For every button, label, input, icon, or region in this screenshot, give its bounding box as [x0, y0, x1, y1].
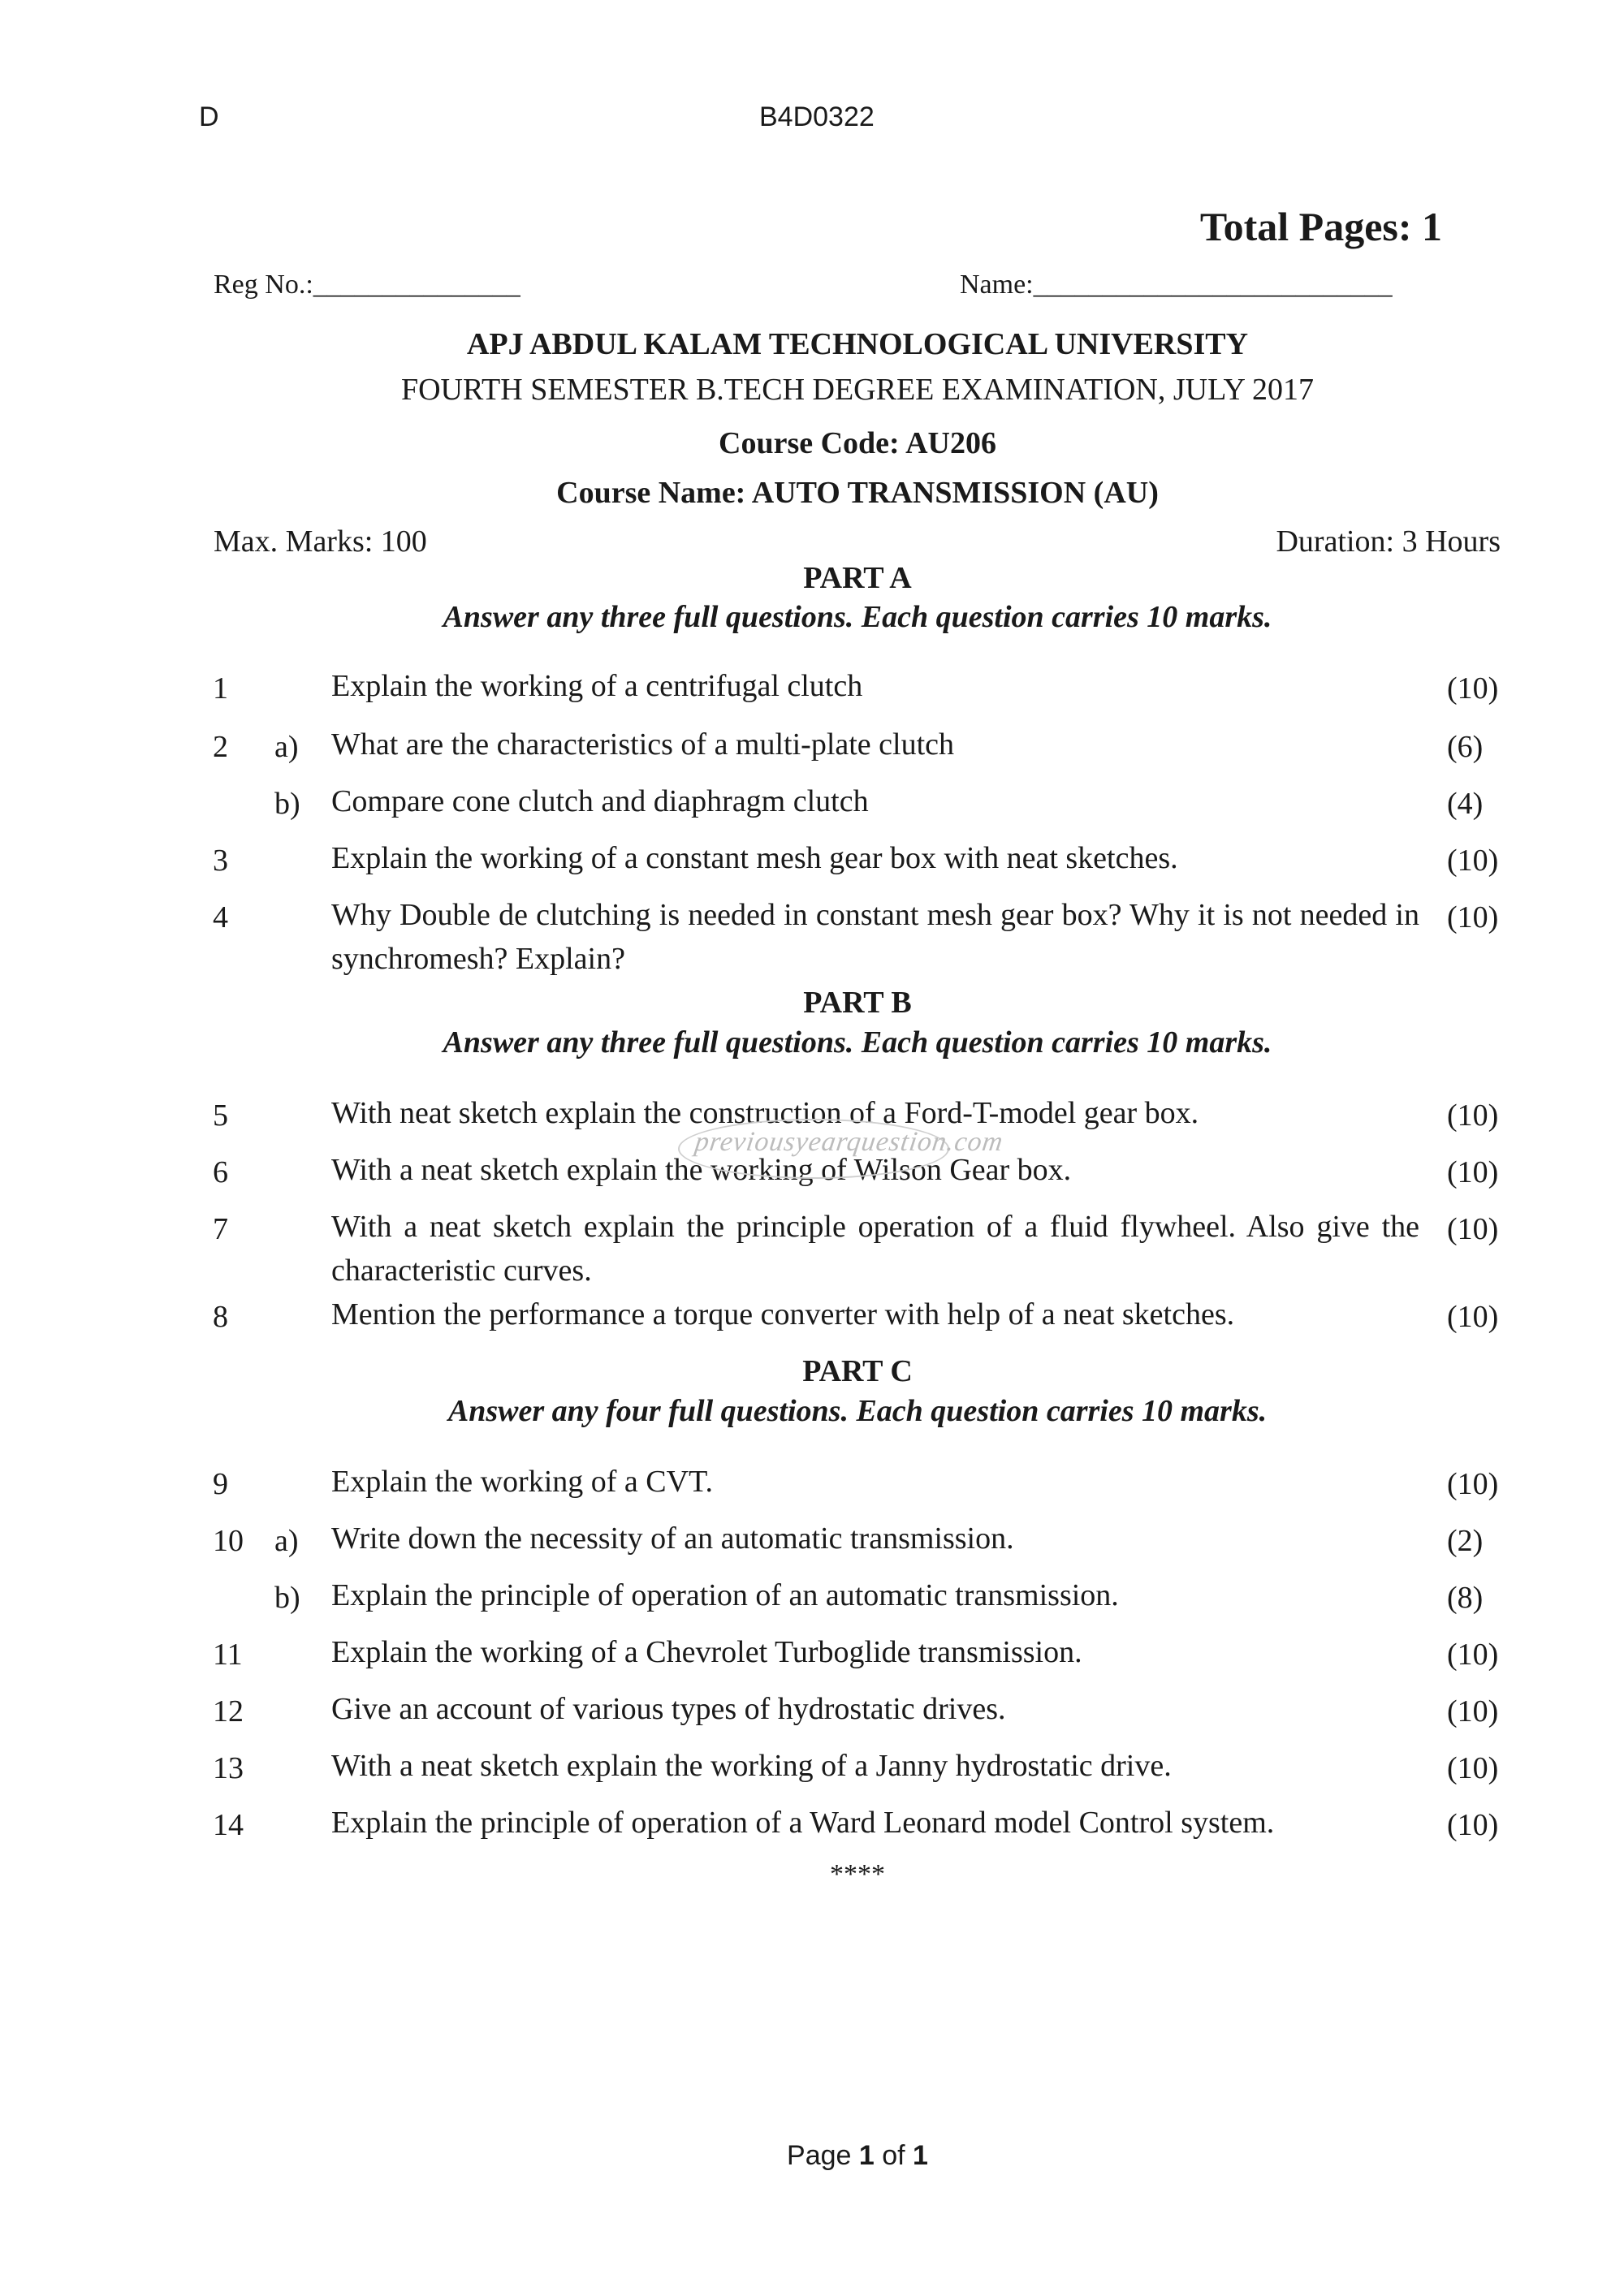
question-subpart: a): [274, 730, 299, 764]
course-code: Course Code: AU206: [719, 426, 996, 460]
reg-no-field: Reg No.:_______________: [214, 270, 520, 300]
question-marks: (10): [1447, 1638, 1499, 1672]
page-of: of: [874, 2140, 914, 2171]
question-number: 1: [213, 671, 228, 706]
question-marks: (4): [1447, 787, 1484, 821]
course-name: Course Name: AUTO TRANSMISSION (AU): [556, 476, 1159, 510]
question-number: 4: [213, 900, 228, 934]
question-marks: (10): [1447, 1155, 1499, 1189]
question-number: 10: [213, 1524, 244, 1558]
total-pages: Total Pages: 1: [1199, 204, 1442, 249]
exam-title: FOURTH SEMESTER B.TECH DEGREE EXAMINATION, JULY 2017: [400, 373, 1315, 407]
question-subpart: a): [274, 1524, 299, 1558]
question-marks: (10): [1447, 1098, 1499, 1133]
question-text: Explain the working of a CVT.: [331, 1465, 713, 1499]
question-marks: (10): [1447, 844, 1499, 878]
page-total: 1: [913, 2140, 928, 2171]
page-footer: [0, 2140, 1624, 2172]
question-number: 8: [213, 1300, 228, 1334]
question-marks: (10): [1447, 1694, 1499, 1728]
question-text: What are the characteristics of a multi-plate clutch: [331, 727, 955, 762]
question-text: With a neat sketch explain the working of a Janny hydrostatic drive.: [331, 1749, 1172, 1783]
question-marks: (10): [1447, 1467, 1499, 1501]
watermark-text: previousyearquestion.com: [693, 1127, 1006, 1157]
name-field: Name:__________________________: [960, 270, 1393, 300]
question-text: Mention the performance a torque converter with help of a neat sketches.: [331, 1297, 1235, 1331]
part-c-title: PART C: [802, 1354, 913, 1388]
question-marks: (10): [1447, 1808, 1499, 1842]
question-number: 12: [213, 1694, 244, 1728]
question-number: 11: [213, 1638, 243, 1672]
question-marks: (10): [1447, 671, 1499, 706]
question-marks: (2): [1447, 1524, 1484, 1558]
question-number: 9: [213, 1467, 228, 1501]
question-number: 5: [213, 1098, 228, 1133]
max-marks: Max. Marks: 100: [214, 524, 427, 559]
question-text: Give an account of various types of hydrostatic drives.: [331, 1692, 1006, 1726]
part-b-title: PART B: [803, 986, 912, 1020]
question-text: With neat sketch explain the construction of a Ford-T-model gear box.: [331, 1096, 1199, 1130]
set-code: D: [199, 101, 219, 132]
question-text: Explain the working of a Chevrolet Turboglide transmission.: [331, 1635, 1082, 1669]
part-c-instruction: Answer any four full questions. Each question carries 10 marks.: [447, 1394, 1268, 1428]
question-text: Why Double de clutching is needed in constant mesh gear box? Why it is not needed in synchromesh? Explain?: [331, 898, 1419, 976]
part-a-instruction: Answer any three full questions. Each question carries 10 marks.: [443, 600, 1272, 634]
question-marks: (6): [1447, 730, 1484, 764]
duration: Duration: 3 Hours: [1276, 524, 1501, 559]
page-prefix: Page: [787, 2140, 859, 2171]
question-number: 2: [213, 730, 228, 764]
question-marks: (10): [1447, 900, 1499, 934]
paper-code: B4D0322: [759, 101, 875, 132]
question-number: 6: [213, 1155, 228, 1189]
part-b-instruction: Answer any three full questions. Each question carries 10 marks.: [443, 1025, 1272, 1060]
question-marks: (10): [1447, 1751, 1499, 1785]
question-number: 3: [213, 844, 228, 878]
question-text: Compare cone clutch and diaphragm clutch: [331, 784, 869, 818]
question-marks: (10): [1447, 1212, 1499, 1246]
question-subpart: b): [274, 1581, 300, 1615]
part-a-title: PART A: [803, 561, 912, 595]
question-text: Explain the working of a constant mesh gear box with neat sketches.: [331, 841, 1178, 875]
question-number: 7: [213, 1212, 228, 1246]
question-text: With a neat sketch explain the principle operation of a fluid flywheel. Also give the characteristic curves.: [331, 1210, 1419, 1288]
question-marks: (8): [1447, 1581, 1484, 1615]
question-number: 13: [213, 1751, 244, 1785]
question-text: Explain the principle of operation of a Ward Leonard model Control system.: [331, 1806, 1275, 1840]
question-text: Explain the principle of operation of an automatic transmission.: [331, 1578, 1119, 1612]
question-text: Explain the working of a centrifugal clutch: [331, 669, 863, 703]
question-text: With a neat sketch explain the working of Wilson Gear box.: [331, 1153, 1072, 1187]
question-number: 14: [213, 1808, 244, 1842]
page-current: 1: [858, 2140, 875, 2171]
question-subpart: b): [274, 787, 300, 821]
university-name: APJ ABDUL KALAM TECHNOLOGICAL UNIVERSITY: [466, 327, 1249, 361]
question-marks: (10): [1447, 1300, 1499, 1334]
end-marker: ****: [830, 1859, 885, 1889]
question-text: Write down the necessity of an automatic transmission.: [331, 1521, 1014, 1556]
